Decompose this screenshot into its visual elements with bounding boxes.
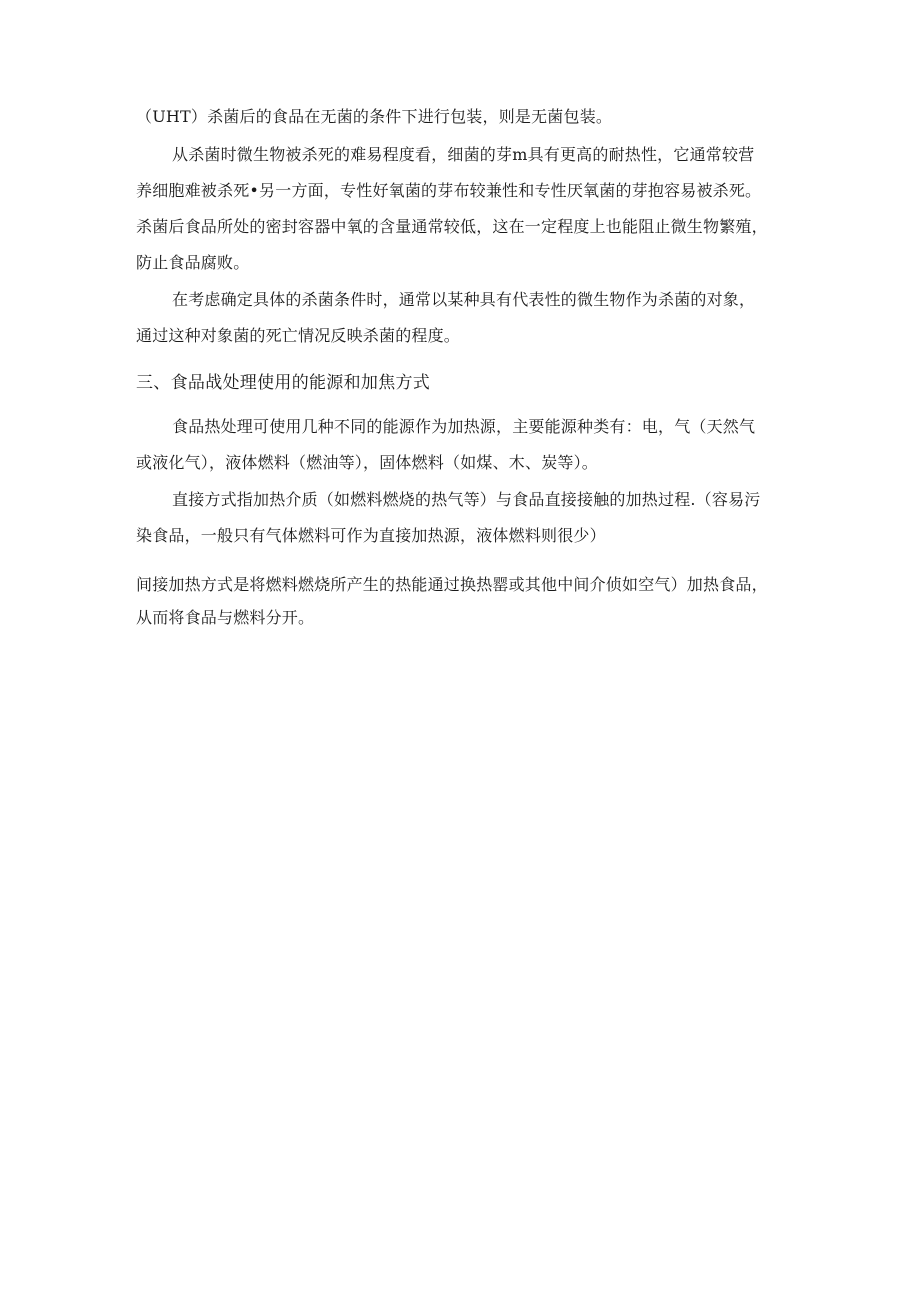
section-heading: 三、食品战处理使用的能源和加焦方式 [136,373,431,393]
paragraph-target-line-2: 通过这种对象菌的死亡情况反映杀菌的程度。 [136,326,461,345]
paragraph-energy-line-2: 或液化气），液体燃料（燃油等），固体燃料（如煤、木、炭等）。 [136,453,599,472]
paragraph-uht-line-1: （UHT）杀菌后的食品在无菌的条件下进行包装，则是无菌包装。 [136,107,613,126]
paragraph-spore-line-1: 从杀菌时微生物被杀死的难易程度看，细菌的芽m具有更高的耐热性，它通常较营 [172,145,755,164]
paragraph-target-line-1: 在考虑确定具体的杀菌条件时，通常以某种具有代表性的微生物作为杀菌的对象， [172,290,756,309]
paragraph-spore-line-4: 防止食品腐败。 [136,253,250,272]
paragraph-spore-line-2: 养细胞难被杀死•另一方面，专性好氧菌的芽布较兼性和专性厌氧菌的芽抱容易被杀死。 [136,181,762,200]
paragraph-direct-line-1: 直接方式指加热介质（如燃料燃烧的热气等）与食品直接接触的加热过程.（容易污 [172,490,761,509]
paragraph-indirect-line-2: 从而将食品与燃料分开。 [136,608,315,627]
paragraph-indirect-line-1: 间接加热方式是将燃料燃烧所产生的热能通过换热罂或其他中间介侦如空气）加热食品， [136,575,768,594]
paragraph-direct-line-2: 染食品，一般只有气体燃料可作为直接加热源，液体燃料则很少） [136,526,606,545]
paragraph-spore-line-3: 杀菌后食品所处的密封容器中氧的含量通常较低，这在一定程度上也能阻止微生物繁殖， [136,217,768,236]
paragraph-energy-line-1: 食品热处理可使用几种不同的能源作为加热源，主要能源种类有：电，气（天然气 [172,417,756,436]
